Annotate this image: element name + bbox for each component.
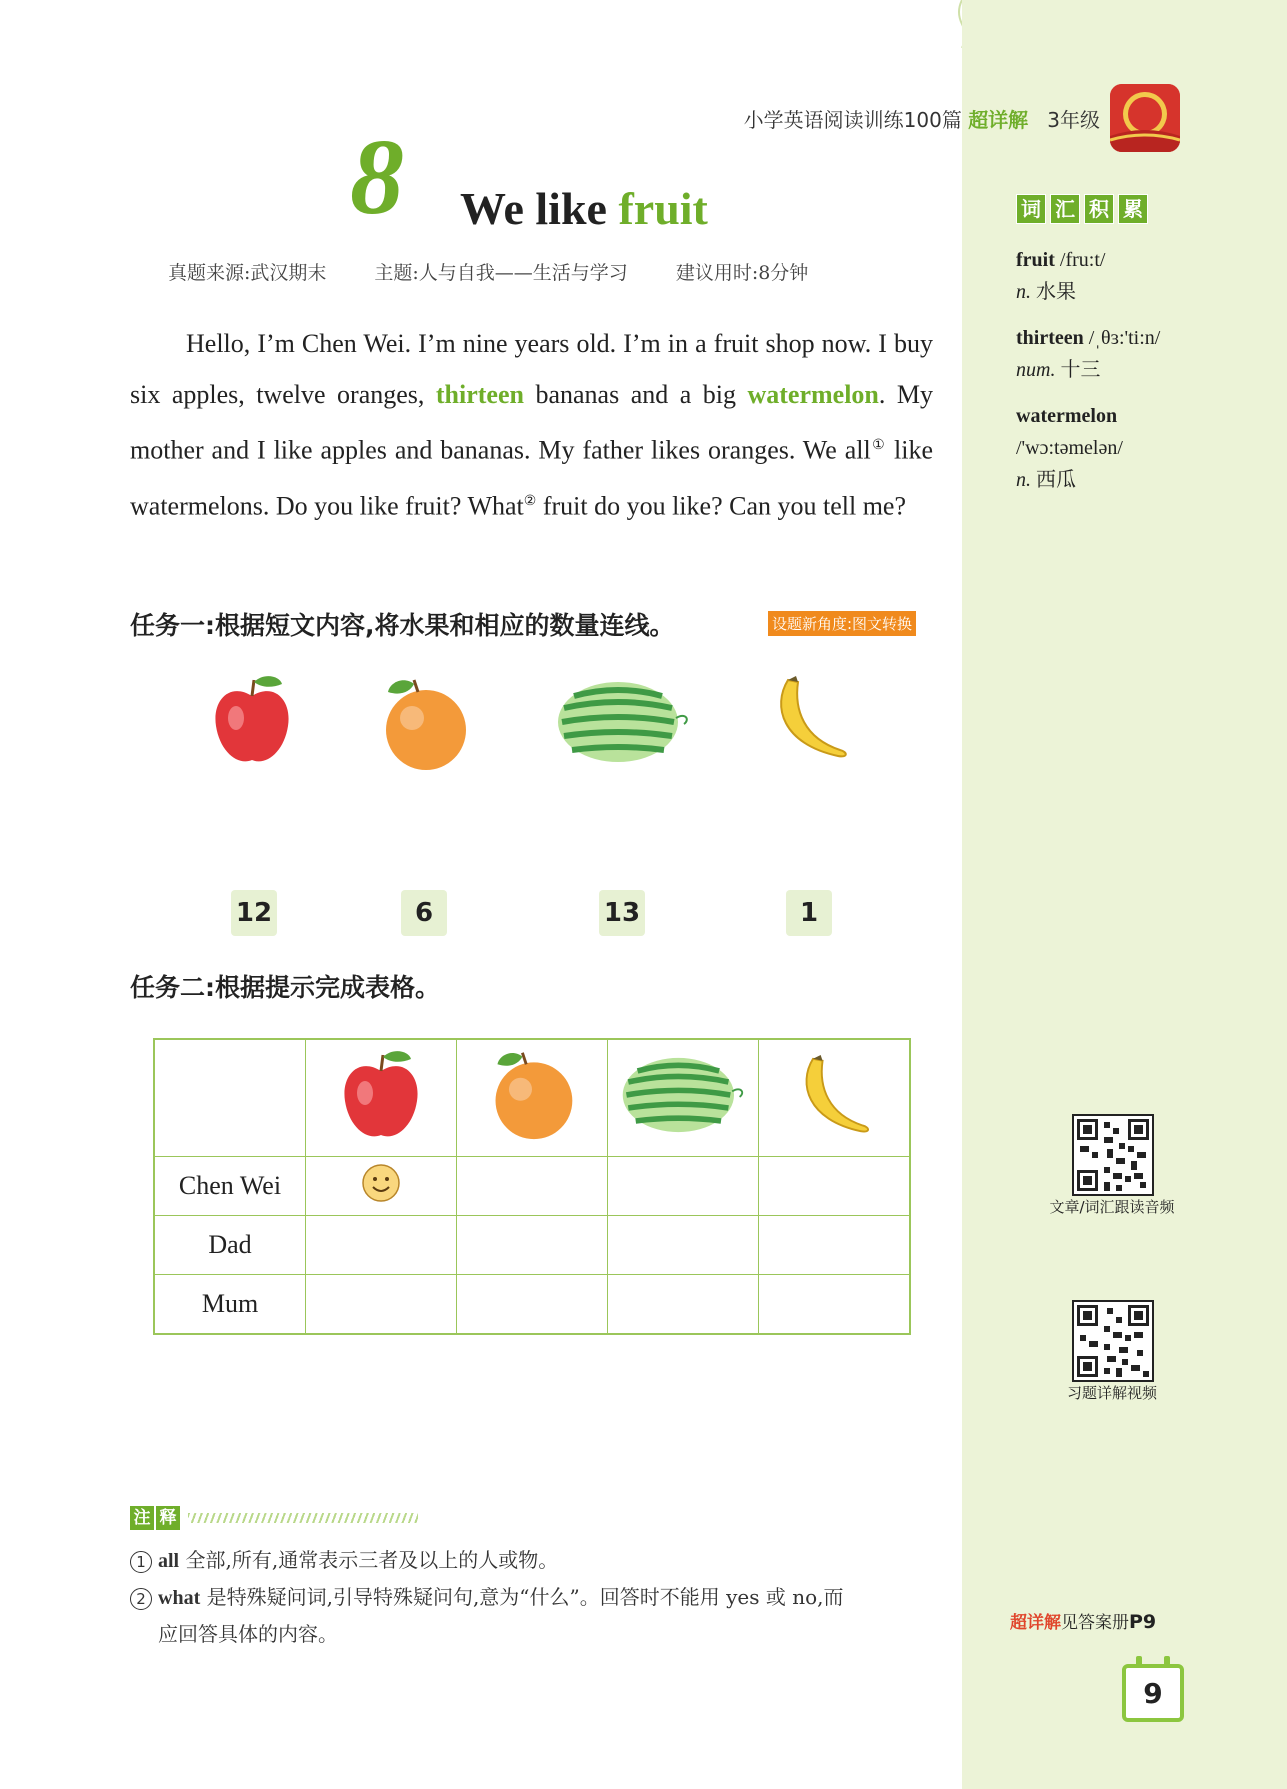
answer-cell[interactable] [759,1157,911,1216]
number-box: 6 [401,890,447,936]
task2-instruction: 任务二:根据提示完成表格。 [130,973,440,1002]
answer-cell[interactable] [759,1275,911,1335]
row-label: Chen Wei [154,1157,306,1216]
book-header [690,104,1100,133]
note-number: 2 [130,1588,152,1610]
answer-cell[interactable] [608,1216,759,1275]
grade-label: 3年级 [1047,108,1100,132]
brand-name: 超详解 [968,108,1029,132]
task1-instruction: 任务一:根据短文内容,将水果和相应的数量连线。 [130,611,675,640]
table-header-row [154,1039,910,1157]
theme-label: 主题:人与自我——生活与学习 [374,262,628,284]
row-label: Mum [154,1275,306,1335]
vocab-meaning: 十三 [1060,359,1101,381]
table-row [154,1275,910,1335]
vocab-heading: 词 汇 积 累 [1016,194,1148,224]
qr-video-label: 习题详解视频 [1066,1384,1157,1402]
time-label: 建议用时:8分钟 [675,262,809,284]
vocab-word: watermelon [1016,405,1118,427]
fruit-preference-table [153,1038,911,1335]
note-item-continuation: 应回答具体的内容。 [158,1622,338,1646]
column-banana [759,1039,911,1157]
footnote-ref-1: ① [870,438,887,453]
lesson-meta [168,258,938,285]
banana-icon [794,1050,874,1140]
vocab-meaning: 西瓜 [1036,469,1076,491]
wave-edge [956,0,974,1789]
keyword-thirteen: thirteen [435,380,524,409]
note-number: 1 [130,1551,152,1573]
vocab-ipa: /ˌθɜ:'ti:n/ [1088,327,1161,349]
answer-cell[interactable] [457,1216,608,1275]
note-item: 2 what 是特殊疑问词,引导特殊疑问句,意为“什么”。回答时不能用 yes 或 no,而 [130,1579,940,1616]
column-apple [306,1039,457,1157]
book-name: 小学英语阅读训练100篇 [743,108,962,132]
note-item: 1 all 全部,所有,通常表示三者及以上的人或物。 [130,1542,940,1579]
notes-section [130,1542,940,1652]
number-box: 1 [786,890,832,936]
vocab-word: fruit [1016,249,1055,271]
decorative-dots [188,1513,418,1523]
orange-icon [374,676,474,772]
column-watermelon [608,1039,759,1157]
question-type-tag: 设题新角度:图文转换 [768,611,916,636]
vocab-list [1016,244,1266,510]
answer-cell[interactable] [608,1157,759,1216]
vocab-ipa: /fru:t/ [1059,249,1106,271]
number-box: 12 [231,890,277,936]
row-label: Dad [154,1216,306,1275]
answer-cell[interactable] [306,1275,457,1335]
answer-cell[interactable] [306,1216,457,1275]
vocab-entry: watermelon /'wɔ:təmelən/ n. 西瓜 [1016,405,1123,491]
banana-icon [768,672,852,764]
number-box: 13 [599,890,645,936]
page-number: 9 [1122,1664,1184,1722]
answer-cell[interactable] [457,1275,608,1335]
qr-audio-label: 文章/词汇跟读音频 [1049,1198,1175,1216]
watermelon-icon [554,678,692,766]
table-row [154,1157,910,1216]
footnote-ref-2: ② [523,493,537,509]
vocab-ipa: /'wɔ:təmelən/ [1016,437,1123,459]
vocab-meaning: 水果 [1036,281,1076,303]
qr-code-video[interactable] [1072,1300,1154,1382]
vocab-entry: thirteen /ˌθɜ:'ti:n/ num. 十三 [1016,327,1161,381]
lesson-title: We like fruit [460,183,708,234]
smiley-face-icon [361,1163,401,1203]
notes-heading: 注 释 [130,1506,418,1530]
vocab-word: thirteen [1016,327,1084,349]
qr-code-audio[interactable] [1072,1114,1154,1196]
table-corner-cell [154,1039,306,1157]
publisher-logo [1110,84,1180,152]
answer-cell[interactable] [306,1157,457,1216]
keyword-watermelon: watermelon [747,380,879,409]
orange-icon [484,1048,580,1142]
answer-cell[interactable] [457,1157,608,1216]
answer-cell[interactable] [608,1275,759,1335]
answer-cell[interactable] [759,1216,911,1275]
apple-icon [339,1047,423,1143]
column-orange [457,1039,608,1157]
apple-icon [210,672,294,768]
source-label: 真题来源:武汉期末 [168,262,327,284]
reading-passage: Hello, I’m Chen Wei. I’m nine years old. I’m in a fruit shop now. I buy six apples, twelve oranges, thirteen bananas and a big watermelon. My mother and I like apples and bananas. My father likes oranges. We all① like watermelons. Do you like fruit? What② fruit do you like? Can you tell me? [130,329,933,521]
answer-reference: 超详解见答案册P9 [1010,1611,1157,1633]
watermelon-icon [619,1054,747,1136]
table-row [154,1216,910,1275]
lesson-number: 8 [350,118,404,237]
vocab-entry: fruit /fru:t/ n. 水果 [1016,249,1106,303]
